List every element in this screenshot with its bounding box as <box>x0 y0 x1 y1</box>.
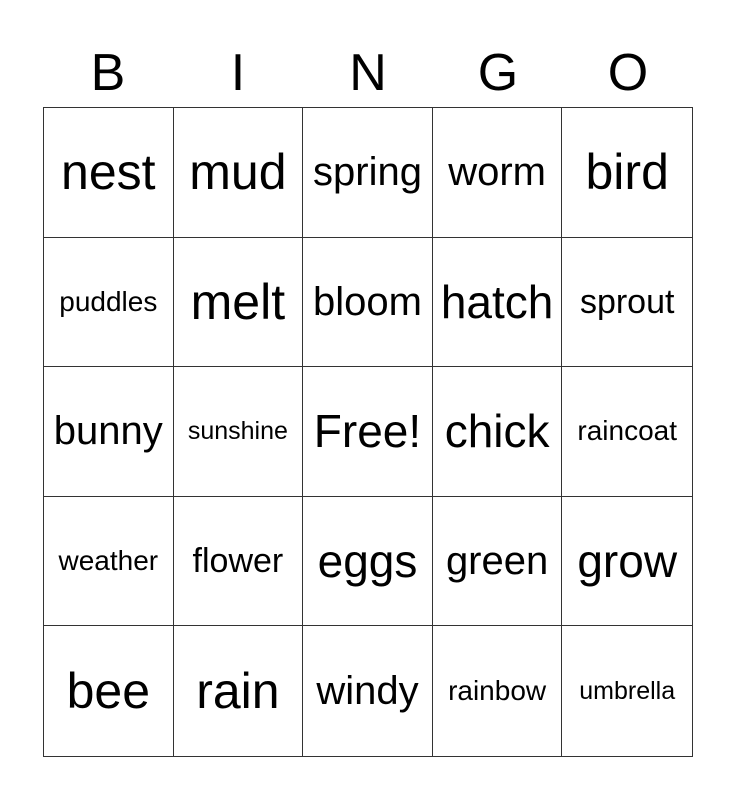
bingo-cell[interactable]: grow <box>562 497 692 627</box>
bingo-cell[interactable]: eggs <box>303 497 433 627</box>
bingo-cell[interactable]: hatch <box>433 238 563 368</box>
header-letter-b: B <box>90 44 126 102</box>
bingo-header <box>43 40 693 106</box>
bingo-cell[interactable]: bird <box>562 108 692 238</box>
bingo-cell[interactable]: sprout <box>562 238 692 368</box>
free-space-cell[interactable]: Free! <box>303 367 433 497</box>
bingo-cell[interactable]: bunny <box>44 367 174 497</box>
bingo-cell[interactable]: rain <box>174 626 304 756</box>
bingo-board <box>43 107 693 757</box>
bingo-cell[interactable]: nest <box>44 108 174 238</box>
header-letter-n: N <box>349 44 387 102</box>
bingo-cell[interactable]: flower <box>174 497 304 627</box>
bingo-cell[interactable]: worm <box>433 108 563 238</box>
bingo-cell[interactable]: green <box>433 497 563 627</box>
header-letter-o: O <box>607 44 649 102</box>
bingo-cell[interactable]: windy <box>303 626 433 756</box>
bingo-cell[interactable]: bloom <box>303 238 433 368</box>
bingo-cell[interactable]: sunshine <box>174 367 304 497</box>
bingo-cell[interactable]: mud <box>174 108 304 238</box>
bingo-cell[interactable]: bee <box>44 626 174 756</box>
bingo-cell[interactable]: umbrella <box>579 676 676 705</box>
bingo-cell[interactable]: weather <box>44 497 174 627</box>
header-letter-i: I <box>230 44 246 102</box>
bingo-cell[interactable]: puddles <box>44 238 174 368</box>
bingo-cell[interactable]: rainbow <box>433 626 563 756</box>
header-letter-g: G <box>477 44 519 102</box>
bingo-cell[interactable]: raincoat <box>562 367 692 497</box>
bingo-cell[interactable]: chick <box>433 367 563 497</box>
bingo-cell[interactable]: spring <box>303 108 433 238</box>
bingo-cell[interactable]: melt <box>174 238 304 368</box>
